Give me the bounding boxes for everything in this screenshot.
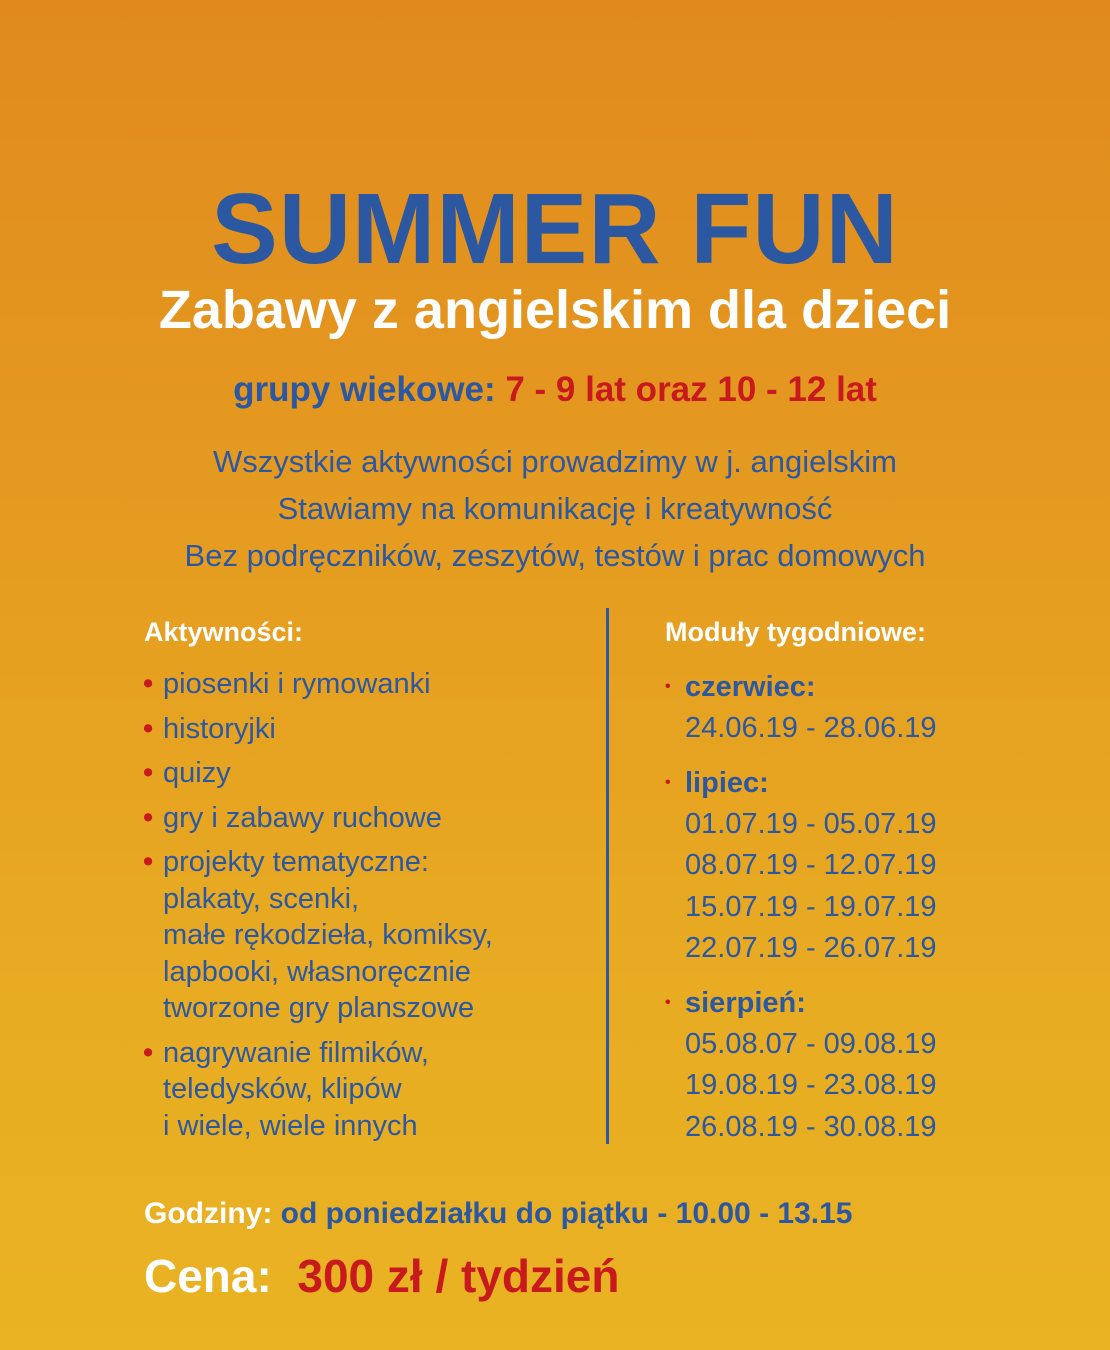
activity-text: lapbooki, własnoręcznie	[163, 955, 471, 988]
module-month	[665, 666, 1085, 750]
activity-text: piosenki i rymowanki	[163, 668, 431, 700]
date-range: 08.07.19 - 12.07.19	[685, 849, 937, 881]
activity-text: quizy	[163, 757, 231, 789]
price	[144, 1244, 620, 1308]
bullet-icon: •	[665, 773, 671, 791]
activities-list	[143, 666, 583, 1152]
activity-text: nagrywanie filmików,	[163, 1036, 429, 1069]
date-range: 01.07.19 - 05.07.19	[685, 807, 937, 840]
date-range: 19.08.19 - 23.08.19	[685, 1069, 937, 1101]
activity-text: tworzone gry planszowe	[163, 992, 475, 1024]
age-groups-label: grupy wiekowe:	[233, 370, 496, 409]
date-range: 22.07.19 - 26.07.19	[685, 932, 937, 964]
bullet-icon: •	[143, 1036, 154, 1069]
activity-item	[143, 800, 583, 837]
column-divider	[606, 608, 609, 1144]
poster-subtitle: Zabawy z angielskim dla dzieci	[158, 280, 952, 340]
bullet-icon: •	[143, 757, 154, 789]
date-range: 24.06.19 - 28.06.19	[685, 712, 937, 744]
price-value: 300 zł / tydzień	[297, 1250, 620, 1302]
hours-value: od poniedziałku do piątku - 10.00 - 13.15	[280, 1197, 853, 1230]
hours-label: Godziny:	[144, 1197, 273, 1230]
modules-list	[665, 666, 1085, 1160]
activity-item	[143, 666, 583, 703]
activity-text: historyjki	[163, 712, 276, 745]
bullet-icon: •	[143, 668, 154, 700]
intro-line: Wszystkie aktywności prowadzimy w j. angielskim	[213, 444, 897, 479]
activity-text: małe rękodzieła, komiksy,	[163, 919, 493, 951]
month-name: sierpień:	[685, 986, 806, 1019]
intro-line: Stawiamy na komunikację i kreatywność	[277, 491, 833, 526]
month-name: czerwiec:	[685, 671, 816, 703]
activity-text: projekty tematyczne:	[163, 846, 429, 878]
age-groups-values: 7 - 9 lat oraz 10 - 12 lat	[505, 370, 877, 409]
activity-text: i wiele, wiele innych	[163, 1109, 418, 1142]
date-range: 15.07.19 - 19.07.19	[685, 890, 937, 923]
poster-title: SUMMER FUN	[211, 173, 899, 285]
bullet-icon: •	[665, 993, 671, 1011]
activity-text: plakaty, scenki,	[163, 882, 360, 915]
module-month	[665, 762, 1085, 970]
modules-heading: Moduły tygodniowe:	[665, 617, 926, 647]
bullet-icon: •	[143, 846, 154, 878]
activity-item	[143, 844, 583, 1027]
activity-item	[143, 711, 583, 748]
bullet-icon: •	[143, 801, 154, 834]
module-month	[665, 982, 1085, 1149]
activity-text: teledysków, klipów	[163, 1073, 402, 1105]
bullet-icon: •	[143, 712, 154, 745]
month-name: lipiec:	[685, 766, 769, 799]
price-label: Cena:	[144, 1250, 272, 1302]
activity-text: gry i zabawy ruchowe	[163, 801, 442, 834]
hours	[144, 1192, 852, 1236]
date-range: 05.08.07 - 09.08.19	[685, 1027, 937, 1060]
date-range: 26.08.19 - 30.08.19	[685, 1110, 937, 1143]
age-groups	[0, 366, 1110, 414]
bullet-icon: •	[665, 678, 671, 695]
intro-line: Bez podręczników, zeszytów, testów i prac domowych	[184, 538, 926, 573]
activity-item	[143, 755, 583, 792]
activities-heading: Aktywności:	[144, 617, 304, 647]
activity-item	[143, 1035, 583, 1145]
